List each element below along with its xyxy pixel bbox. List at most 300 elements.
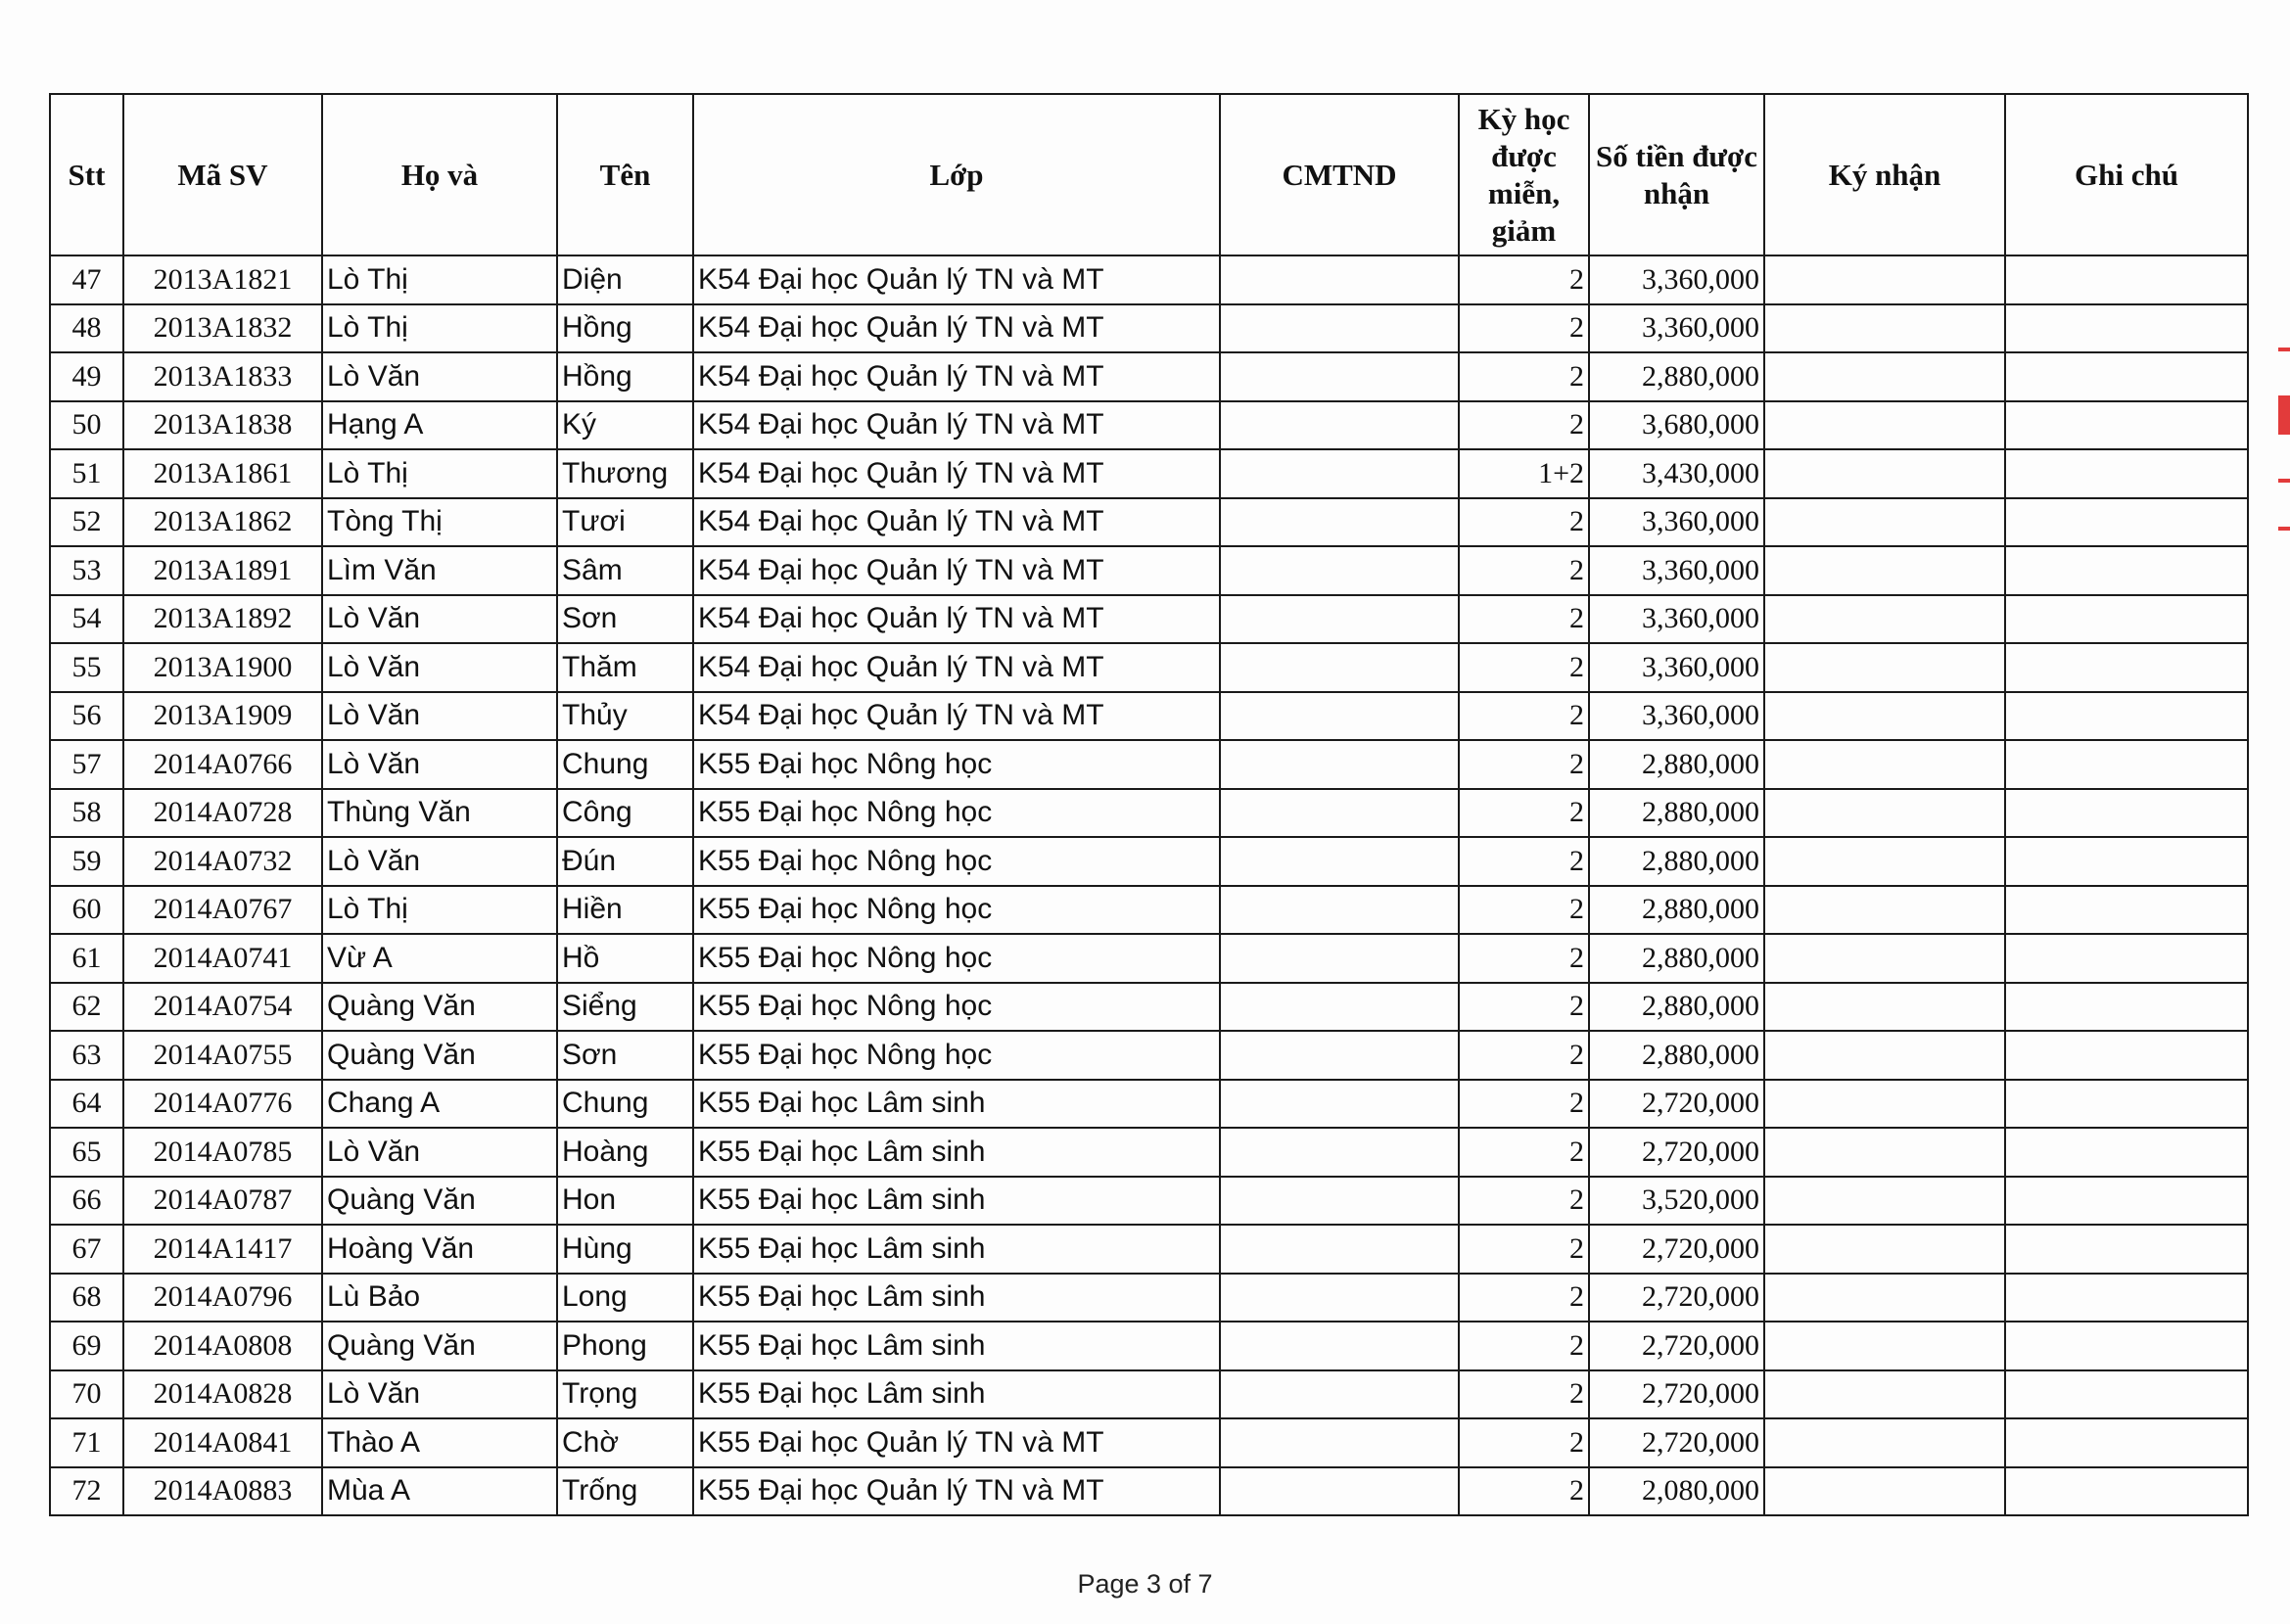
row-lop: K54 Đại học Quản lý TN và MT bbox=[693, 255, 1220, 304]
row-ma-sv: 2014A0767 bbox=[123, 886, 322, 935]
row-ghi-chu bbox=[2005, 983, 2248, 1032]
row-ho: Mùa A bbox=[322, 1467, 557, 1516]
row-ten: Hồng bbox=[557, 304, 693, 353]
header-ghi-chu: Ghi chú bbox=[2005, 94, 2248, 255]
row-lop: K55 Đại học Lâm sinh bbox=[693, 1322, 1220, 1370]
row-ten: Hon bbox=[557, 1177, 693, 1226]
row-so-tien: 2,880,000 bbox=[1589, 837, 1764, 886]
row-lop: K55 Đại học Lâm sinh bbox=[693, 1274, 1220, 1322]
row-so-tien: 2,880,000 bbox=[1589, 789, 1764, 838]
row-ho: Lò Văn bbox=[322, 692, 557, 741]
row-ho: Quàng Văn bbox=[322, 1322, 557, 1370]
row-ten: Trống bbox=[557, 1467, 693, 1516]
row-ghi-chu bbox=[2005, 643, 2248, 692]
row-lop: K54 Đại học Quản lý TN và MT bbox=[693, 449, 1220, 498]
row-ma-sv: 2014A1417 bbox=[123, 1225, 322, 1274]
row-cmtnd bbox=[1220, 837, 1459, 886]
row-ky-nhan bbox=[1764, 934, 2005, 983]
row-so-tien: 2,880,000 bbox=[1589, 352, 1764, 401]
row-ghi-chu bbox=[2005, 1274, 2248, 1322]
row-ho: Lò Thị bbox=[322, 304, 557, 353]
row-ky-nhan bbox=[1764, 255, 2005, 304]
row-stt: 54 bbox=[50, 595, 123, 644]
row-ho: Lìm Văn bbox=[322, 546, 557, 595]
row-stt: 56 bbox=[50, 692, 123, 741]
row-ghi-chu bbox=[2005, 1467, 2248, 1516]
header-cmtnd: CMTND bbox=[1220, 94, 1459, 255]
row-ky-nhan bbox=[1764, 740, 2005, 789]
row-stt: 72 bbox=[50, 1467, 123, 1516]
row-ho: Quàng Văn bbox=[322, 1177, 557, 1226]
row-ghi-chu bbox=[2005, 1418, 2248, 1467]
row-ky-nhan bbox=[1764, 546, 2005, 595]
row-so-tien: 2,880,000 bbox=[1589, 1031, 1764, 1080]
row-lop: K54 Đại học Quản lý TN và MT bbox=[693, 546, 1220, 595]
table-row bbox=[50, 304, 2248, 353]
row-ho: Quàng Văn bbox=[322, 983, 557, 1032]
table-row bbox=[50, 1370, 2248, 1419]
row-ho: Lò Văn bbox=[322, 643, 557, 692]
row-ky-nhan bbox=[1764, 1128, 2005, 1177]
header-ho-va: Họ và bbox=[322, 94, 557, 255]
row-so-tien: 3,520,000 bbox=[1589, 1177, 1764, 1226]
row-cmtnd bbox=[1220, 1274, 1459, 1322]
row-ghi-chu bbox=[2005, 1128, 2248, 1177]
row-ho: Thùng Văn bbox=[322, 789, 557, 838]
row-cmtnd bbox=[1220, 886, 1459, 935]
row-cmtnd bbox=[1220, 304, 1459, 353]
table-row bbox=[50, 789, 2248, 838]
row-ky-hoc: 1+2 bbox=[1459, 449, 1589, 498]
row-so-tien: 3,360,000 bbox=[1589, 643, 1764, 692]
row-lop: K55 Đại học Nông học bbox=[693, 837, 1220, 886]
row-stt: 51 bbox=[50, 449, 123, 498]
table-row bbox=[50, 1128, 2248, 1177]
row-ky-hoc: 2 bbox=[1459, 1177, 1589, 1226]
row-ky-nhan bbox=[1764, 595, 2005, 644]
row-cmtnd bbox=[1220, 401, 1459, 450]
row-ky-hoc: 2 bbox=[1459, 1080, 1589, 1129]
header-so-tien: Số tiền được nhận bbox=[1589, 94, 1764, 255]
row-ten: Sơn bbox=[557, 595, 693, 644]
row-lop: K54 Đại học Quản lý TN và MT bbox=[693, 401, 1220, 450]
row-ho: Tòng Thị bbox=[322, 498, 557, 547]
row-ma-sv: 2014A0808 bbox=[123, 1322, 322, 1370]
row-ky-nhan bbox=[1764, 304, 2005, 353]
row-lop: K55 Đại học Nông học bbox=[693, 740, 1220, 789]
row-lop: K55 Đại học Lâm sinh bbox=[693, 1080, 1220, 1129]
table-row bbox=[50, 352, 2248, 401]
row-so-tien: 2,720,000 bbox=[1589, 1418, 1764, 1467]
row-ghi-chu bbox=[2005, 304, 2248, 353]
row-ma-sv: 2013A1832 bbox=[123, 304, 322, 353]
row-lop: K55 Đại học Nông học bbox=[693, 1031, 1220, 1080]
header-stt: Stt bbox=[50, 94, 123, 255]
row-stt: 61 bbox=[50, 934, 123, 983]
row-lop: K55 Đại học Quản lý TN và MT bbox=[693, 1467, 1220, 1516]
table-row bbox=[50, 1177, 2248, 1226]
row-ky-hoc: 2 bbox=[1459, 304, 1589, 353]
row-ho: Lò Văn bbox=[322, 1128, 557, 1177]
row-lop: K54 Đại học Quản lý TN và MT bbox=[693, 692, 1220, 741]
table-row bbox=[50, 1467, 2248, 1516]
row-so-tien: 2,880,000 bbox=[1589, 983, 1764, 1032]
row-cmtnd bbox=[1220, 1177, 1459, 1226]
row-ghi-chu bbox=[2005, 1177, 2248, 1226]
table-row bbox=[50, 546, 2248, 595]
row-so-tien: 2,720,000 bbox=[1589, 1080, 1764, 1129]
row-ky-hoc: 2 bbox=[1459, 1225, 1589, 1274]
row-ghi-chu bbox=[2005, 740, 2248, 789]
row-cmtnd bbox=[1220, 546, 1459, 595]
row-so-tien: 2,720,000 bbox=[1589, 1128, 1764, 1177]
row-stt: 63 bbox=[50, 1031, 123, 1080]
row-stt: 71 bbox=[50, 1418, 123, 1467]
row-ghi-chu bbox=[2005, 498, 2248, 547]
row-ma-sv: 2014A0841 bbox=[123, 1418, 322, 1467]
row-cmtnd bbox=[1220, 1225, 1459, 1274]
row-ho: Lò Văn bbox=[322, 740, 557, 789]
row-stt: 60 bbox=[50, 886, 123, 935]
row-ho: Vừ A bbox=[322, 934, 557, 983]
row-cmtnd bbox=[1220, 352, 1459, 401]
row-ho: Lò Văn bbox=[322, 595, 557, 644]
row-so-tien: 3,360,000 bbox=[1589, 595, 1764, 644]
table-row bbox=[50, 255, 2248, 304]
table-row bbox=[50, 934, 2248, 983]
header-lop: Lớp bbox=[693, 94, 1220, 255]
row-ten: Hùng bbox=[557, 1225, 693, 1274]
row-ma-sv: 2014A0776 bbox=[123, 1080, 322, 1129]
table-row bbox=[50, 886, 2248, 935]
row-ghi-chu bbox=[2005, 401, 2248, 450]
row-ghi-chu bbox=[2005, 255, 2248, 304]
row-ky-hoc: 2 bbox=[1459, 352, 1589, 401]
row-so-tien: 2,880,000 bbox=[1589, 740, 1764, 789]
row-ten: Thủy bbox=[557, 692, 693, 741]
row-ma-sv: 2014A0766 bbox=[123, 740, 322, 789]
row-ma-sv: 2014A0828 bbox=[123, 1370, 322, 1419]
row-ghi-chu bbox=[2005, 546, 2248, 595]
row-cmtnd bbox=[1220, 255, 1459, 304]
table-body bbox=[50, 255, 2248, 1515]
row-ky-nhan bbox=[1764, 1080, 2005, 1129]
row-ma-sv: 2013A1833 bbox=[123, 352, 322, 401]
row-lop: K55 Đại học Lâm sinh bbox=[693, 1225, 1220, 1274]
row-ten: Siểng bbox=[557, 983, 693, 1032]
row-lop: K54 Đại học Quản lý TN và MT bbox=[693, 352, 1220, 401]
row-ky-hoc: 2 bbox=[1459, 886, 1589, 935]
row-ghi-chu bbox=[2005, 352, 2248, 401]
row-ma-sv: 2014A0883 bbox=[123, 1467, 322, 1516]
row-cmtnd bbox=[1220, 498, 1459, 547]
row-ma-sv: 2013A1862 bbox=[123, 498, 322, 547]
row-ma-sv: 2014A0728 bbox=[123, 789, 322, 838]
table-row bbox=[50, 449, 2248, 498]
row-cmtnd bbox=[1220, 934, 1459, 983]
table-row bbox=[50, 740, 2248, 789]
row-stt: 47 bbox=[50, 255, 123, 304]
row-ky-nhan bbox=[1764, 1274, 2005, 1322]
header-ma-sv: Mã SV bbox=[123, 94, 322, 255]
row-cmtnd bbox=[1220, 740, 1459, 789]
row-ma-sv: 2014A0787 bbox=[123, 1177, 322, 1226]
row-so-tien: 2,880,000 bbox=[1589, 886, 1764, 935]
row-ten: Hồ bbox=[557, 934, 693, 983]
row-ghi-chu bbox=[2005, 1080, 2248, 1129]
table-row bbox=[50, 1322, 2248, 1370]
row-ky-nhan bbox=[1764, 1418, 2005, 1467]
row-ky-nhan bbox=[1764, 1370, 2005, 1419]
row-ghi-chu bbox=[2005, 692, 2248, 741]
row-stt: 64 bbox=[50, 1080, 123, 1129]
row-ten: Công bbox=[557, 789, 693, 838]
row-cmtnd bbox=[1220, 983, 1459, 1032]
row-ghi-chu bbox=[2005, 837, 2248, 886]
table-row bbox=[50, 1225, 2248, 1274]
row-stt: 69 bbox=[50, 1322, 123, 1370]
table-row bbox=[50, 401, 2248, 450]
row-ky-nhan bbox=[1764, 983, 2005, 1032]
row-cmtnd bbox=[1220, 1418, 1459, 1467]
row-ghi-chu bbox=[2005, 934, 2248, 983]
table-row bbox=[50, 1418, 2248, 1467]
row-cmtnd bbox=[1220, 1467, 1459, 1516]
table-row bbox=[50, 692, 2248, 741]
row-lop: K55 Đại học Nông học bbox=[693, 789, 1220, 838]
row-ten: Sâm bbox=[557, 546, 693, 595]
header-ten: Tên bbox=[557, 94, 693, 255]
row-ghi-chu bbox=[2005, 1031, 2248, 1080]
row-lop: K55 Đại học Lâm sinh bbox=[693, 1370, 1220, 1419]
row-ky-nhan bbox=[1764, 498, 2005, 547]
row-ma-sv: 2013A1909 bbox=[123, 692, 322, 741]
row-ten: Thăm bbox=[557, 643, 693, 692]
row-cmtnd bbox=[1220, 1128, 1459, 1177]
row-lop: K55 Đại học Nông học bbox=[693, 886, 1220, 935]
row-ky-nhan bbox=[1764, 1177, 2005, 1226]
row-ky-nhan bbox=[1764, 401, 2005, 450]
row-ky-hoc: 2 bbox=[1459, 983, 1589, 1032]
row-ky-nhan bbox=[1764, 449, 2005, 498]
row-so-tien: 2,720,000 bbox=[1589, 1274, 1764, 1322]
row-ho: Lù Bảo bbox=[322, 1274, 557, 1322]
row-ky-hoc: 2 bbox=[1459, 1128, 1589, 1177]
row-ky-hoc: 2 bbox=[1459, 255, 1589, 304]
row-ten: Hoàng bbox=[557, 1128, 693, 1177]
row-lop: K54 Đại học Quản lý TN và MT bbox=[693, 304, 1220, 353]
row-ma-sv: 2014A0754 bbox=[123, 983, 322, 1032]
row-stt: 50 bbox=[50, 401, 123, 450]
row-ho: Lò Văn bbox=[322, 1370, 557, 1419]
table-row bbox=[50, 983, 2248, 1032]
row-ho: Lò Thị bbox=[322, 886, 557, 935]
row-cmtnd bbox=[1220, 789, 1459, 838]
header-ky-nhan: Ký nhận bbox=[1764, 94, 2005, 255]
row-lop: K55 Đại học Lâm sinh bbox=[693, 1177, 1220, 1226]
row-cmtnd bbox=[1220, 595, 1459, 644]
row-ten: Diện bbox=[557, 255, 693, 304]
row-stt: 62 bbox=[50, 983, 123, 1032]
row-stt: 59 bbox=[50, 837, 123, 886]
table-row bbox=[50, 643, 2248, 692]
row-ky-hoc: 2 bbox=[1459, 1418, 1589, 1467]
row-ten: Chung bbox=[557, 1080, 693, 1129]
row-stt: 57 bbox=[50, 740, 123, 789]
row-stt: 65 bbox=[50, 1128, 123, 1177]
row-ghi-chu bbox=[2005, 886, 2248, 935]
row-lop: K54 Đại học Quản lý TN và MT bbox=[693, 643, 1220, 692]
table-row bbox=[50, 1031, 2248, 1080]
row-stt: 70 bbox=[50, 1370, 123, 1419]
row-ky-hoc: 2 bbox=[1459, 643, 1589, 692]
row-ghi-chu bbox=[2005, 595, 2248, 644]
row-lop: K54 Đại học Quản lý TN và MT bbox=[693, 595, 1220, 644]
row-ma-sv: 2014A0755 bbox=[123, 1031, 322, 1080]
row-ten: Sơn bbox=[557, 1031, 693, 1080]
row-ma-sv: 2014A0796 bbox=[123, 1274, 322, 1322]
row-ky-nhan bbox=[1764, 1322, 2005, 1370]
row-ky-hoc: 2 bbox=[1459, 692, 1589, 741]
row-ma-sv: 2013A1821 bbox=[123, 255, 322, 304]
row-ghi-chu bbox=[2005, 449, 2248, 498]
row-lop: K54 Đại học Quản lý TN và MT bbox=[693, 498, 1220, 547]
row-ma-sv: 2013A1891 bbox=[123, 546, 322, 595]
row-so-tien: 3,360,000 bbox=[1589, 692, 1764, 741]
row-so-tien: 2,720,000 bbox=[1589, 1370, 1764, 1419]
row-lop: K55 Đại học Nông học bbox=[693, 934, 1220, 983]
row-ho: Lò Thị bbox=[322, 255, 557, 304]
row-stt: 49 bbox=[50, 352, 123, 401]
row-ten: Thương bbox=[557, 449, 693, 498]
row-stt: 53 bbox=[50, 546, 123, 595]
row-cmtnd bbox=[1220, 692, 1459, 741]
row-so-tien: 2,880,000 bbox=[1589, 934, 1764, 983]
table-row bbox=[50, 837, 2248, 886]
row-ky-hoc: 2 bbox=[1459, 1031, 1589, 1080]
row-so-tien: 3,360,000 bbox=[1589, 304, 1764, 353]
row-stt: 52 bbox=[50, 498, 123, 547]
row-lop: K55 Đại học Nông học bbox=[693, 983, 1220, 1032]
row-ma-sv: 2013A1838 bbox=[123, 401, 322, 450]
row-ten: Chờ bbox=[557, 1418, 693, 1467]
row-stt: 48 bbox=[50, 304, 123, 353]
student-payment-table bbox=[49, 93, 2249, 1516]
row-ho: Chang A bbox=[322, 1080, 557, 1129]
row-cmtnd bbox=[1220, 643, 1459, 692]
row-ho: Quàng Văn bbox=[322, 1031, 557, 1080]
row-ghi-chu bbox=[2005, 1225, 2248, 1274]
row-ma-sv: 2014A0785 bbox=[123, 1128, 322, 1177]
row-ky-nhan bbox=[1764, 1225, 2005, 1274]
header-ky-hoc: Kỳ học được miễn, giảm bbox=[1459, 94, 1589, 255]
row-stt: 68 bbox=[50, 1274, 123, 1322]
row-stt: 55 bbox=[50, 643, 123, 692]
row-ten: Trọng bbox=[557, 1370, 693, 1419]
row-ten: Ký bbox=[557, 401, 693, 450]
row-ten: Tươi bbox=[557, 498, 693, 547]
row-ma-sv: 2014A0732 bbox=[123, 837, 322, 886]
row-stt: 66 bbox=[50, 1177, 123, 1226]
row-so-tien: 3,430,000 bbox=[1589, 449, 1764, 498]
row-cmtnd bbox=[1220, 1080, 1459, 1129]
row-ho: Hạng A bbox=[322, 401, 557, 450]
row-ky-nhan bbox=[1764, 837, 2005, 886]
row-ky-nhan bbox=[1764, 643, 2005, 692]
row-lop: K55 Đại học Quản lý TN và MT bbox=[693, 1418, 1220, 1467]
row-ma-sv: 2013A1900 bbox=[123, 643, 322, 692]
row-ky-hoc: 2 bbox=[1459, 498, 1589, 547]
row-so-tien: 3,680,000 bbox=[1589, 401, 1764, 450]
row-ky-nhan bbox=[1764, 352, 2005, 401]
row-ky-nhan bbox=[1764, 789, 2005, 838]
row-ma-sv: 2013A1892 bbox=[123, 595, 322, 644]
row-so-tien: 3,360,000 bbox=[1589, 546, 1764, 595]
table-row bbox=[50, 1274, 2248, 1322]
row-ky-hoc: 2 bbox=[1459, 1322, 1589, 1370]
row-cmtnd bbox=[1220, 1370, 1459, 1419]
table-row bbox=[50, 595, 2248, 644]
row-lop: K55 Đại học Lâm sinh bbox=[693, 1128, 1220, 1177]
row-ky-hoc: 2 bbox=[1459, 837, 1589, 886]
row-so-tien: 2,720,000 bbox=[1589, 1322, 1764, 1370]
row-ten: Long bbox=[557, 1274, 693, 1322]
row-so-tien: 2,720,000 bbox=[1589, 1225, 1764, 1274]
row-ho: Lò Thị bbox=[322, 449, 557, 498]
row-ten: Đún bbox=[557, 837, 693, 886]
row-stt: 58 bbox=[50, 789, 123, 838]
row-ghi-chu bbox=[2005, 789, 2248, 838]
row-ky-hoc: 2 bbox=[1459, 934, 1589, 983]
row-so-tien: 3,360,000 bbox=[1589, 498, 1764, 547]
row-ky-hoc: 2 bbox=[1459, 546, 1589, 595]
header-row bbox=[50, 94, 2248, 255]
row-ten: Hiền bbox=[557, 886, 693, 935]
row-ky-nhan bbox=[1764, 1467, 2005, 1516]
row-ky-hoc: 2 bbox=[1459, 789, 1589, 838]
row-cmtnd bbox=[1220, 1031, 1459, 1080]
row-ky-hoc: 2 bbox=[1459, 595, 1589, 644]
row-ma-sv: 2014A0741 bbox=[123, 934, 322, 983]
table-row bbox=[50, 498, 2248, 547]
row-ten: Hồng bbox=[557, 352, 693, 401]
page-number: Page 3 of 7 bbox=[1077, 1569, 1213, 1599]
row-stt: 67 bbox=[50, 1225, 123, 1274]
row-ho: Lò Văn bbox=[322, 352, 557, 401]
row-ky-nhan bbox=[1764, 886, 2005, 935]
row-ho: Lò Văn bbox=[322, 837, 557, 886]
row-so-tien: 3,360,000 bbox=[1589, 255, 1764, 304]
row-ho: Hoàng Văn bbox=[322, 1225, 557, 1274]
row-ho: Thào A bbox=[322, 1418, 557, 1467]
row-so-tien: 2,080,000 bbox=[1589, 1467, 1764, 1516]
row-ky-hoc: 2 bbox=[1459, 1274, 1589, 1322]
row-ghi-chu bbox=[2005, 1370, 2248, 1419]
row-ten: Phong bbox=[557, 1322, 693, 1370]
table-row bbox=[50, 1080, 2248, 1129]
row-ky-hoc: 2 bbox=[1459, 740, 1589, 789]
row-ky-nhan bbox=[1764, 1031, 2005, 1080]
row-ky-hoc: 2 bbox=[1459, 1467, 1589, 1516]
row-cmtnd bbox=[1220, 449, 1459, 498]
row-ma-sv: 2013A1861 bbox=[123, 449, 322, 498]
row-ky-hoc: 2 bbox=[1459, 1370, 1589, 1419]
row-ten: Chung bbox=[557, 740, 693, 789]
row-cmtnd bbox=[1220, 1322, 1459, 1370]
red-stamp-edge bbox=[2278, 348, 2290, 575]
row-ghi-chu bbox=[2005, 1322, 2248, 1370]
row-ky-hoc: 2 bbox=[1459, 401, 1589, 450]
